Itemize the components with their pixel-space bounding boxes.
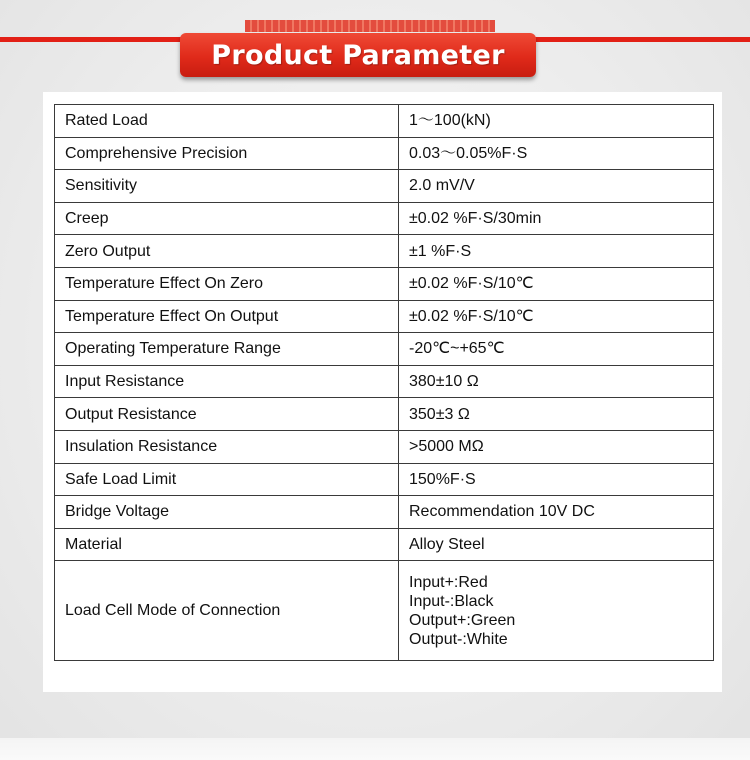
- table-row: [55, 202, 714, 235]
- param-label: Operating Temperature Range: [55, 333, 399, 366]
- param-value: Recommendation 10V DC: [399, 496, 714, 529]
- table-row: [55, 333, 714, 366]
- decorative-stripe: [245, 20, 495, 32]
- param-value: 350±3 Ω: [399, 398, 714, 431]
- param-label: Safe Load Limit: [55, 463, 399, 496]
- wire-line: Output-:White: [409, 630, 508, 648]
- table-row: [55, 463, 714, 496]
- table-row: [55, 365, 714, 398]
- page-title: Product Parameter: [211, 39, 505, 71]
- table-row: [55, 430, 714, 463]
- background-bottom-band: [0, 738, 750, 760]
- table-row: [55, 398, 714, 431]
- table-row: [55, 105, 714, 138]
- param-label: Creep: [55, 202, 399, 235]
- table-row: [55, 137, 714, 170]
- wire-line: Input+:Red: [409, 573, 488, 591]
- title-banner: [180, 33, 536, 77]
- table-row: [55, 300, 714, 333]
- param-value: ±0.02 %F·S/30min: [399, 202, 714, 235]
- param-label: Bridge Voltage: [55, 496, 399, 529]
- param-value: >5000 MΩ: [399, 430, 714, 463]
- table-row: [55, 235, 714, 268]
- param-label: Output Resistance: [55, 398, 399, 431]
- param-value: 2.0 mV/V: [399, 170, 714, 203]
- param-value-connection: [399, 561, 714, 661]
- table-row: [55, 496, 714, 529]
- param-label: Temperature Effect On Output: [55, 300, 399, 333]
- parameter-panel: [43, 92, 722, 692]
- table-row-connection: [55, 561, 714, 661]
- table-row: [55, 267, 714, 300]
- wire-line: Input-:Black: [409, 592, 494, 610]
- param-value: ±0.02 %F·S/10℃: [399, 267, 714, 300]
- param-value: 380±10 Ω: [399, 365, 714, 398]
- param-value: 0.03～0.05%F·S: [399, 137, 714, 170]
- table-row: [55, 170, 714, 203]
- param-label: Comprehensive Precision: [55, 137, 399, 170]
- param-value: Alloy Steel: [399, 528, 714, 561]
- param-label: Insulation Resistance: [55, 430, 399, 463]
- param-label: Temperature Effect On Zero: [55, 267, 399, 300]
- param-value: 1～100(kN): [399, 105, 714, 138]
- param-value: ±0.02 %F·S/10℃: [399, 300, 714, 333]
- param-value: 150%F·S: [399, 463, 714, 496]
- param-value: ±1 %F·S: [399, 235, 714, 268]
- param-label: Load Cell Mode of Connection: [55, 561, 399, 661]
- param-label: Input Resistance: [55, 365, 399, 398]
- param-label: Zero Output: [55, 235, 399, 268]
- param-label: Rated Load: [55, 105, 399, 138]
- param-label: Material: [55, 528, 399, 561]
- table-row: [55, 528, 714, 561]
- parameter-table: [54, 104, 714, 661]
- wire-line: Output+:Green: [409, 611, 516, 629]
- param-label: Sensitivity: [55, 170, 399, 203]
- param-value: -20℃~+65℃: [399, 333, 714, 366]
